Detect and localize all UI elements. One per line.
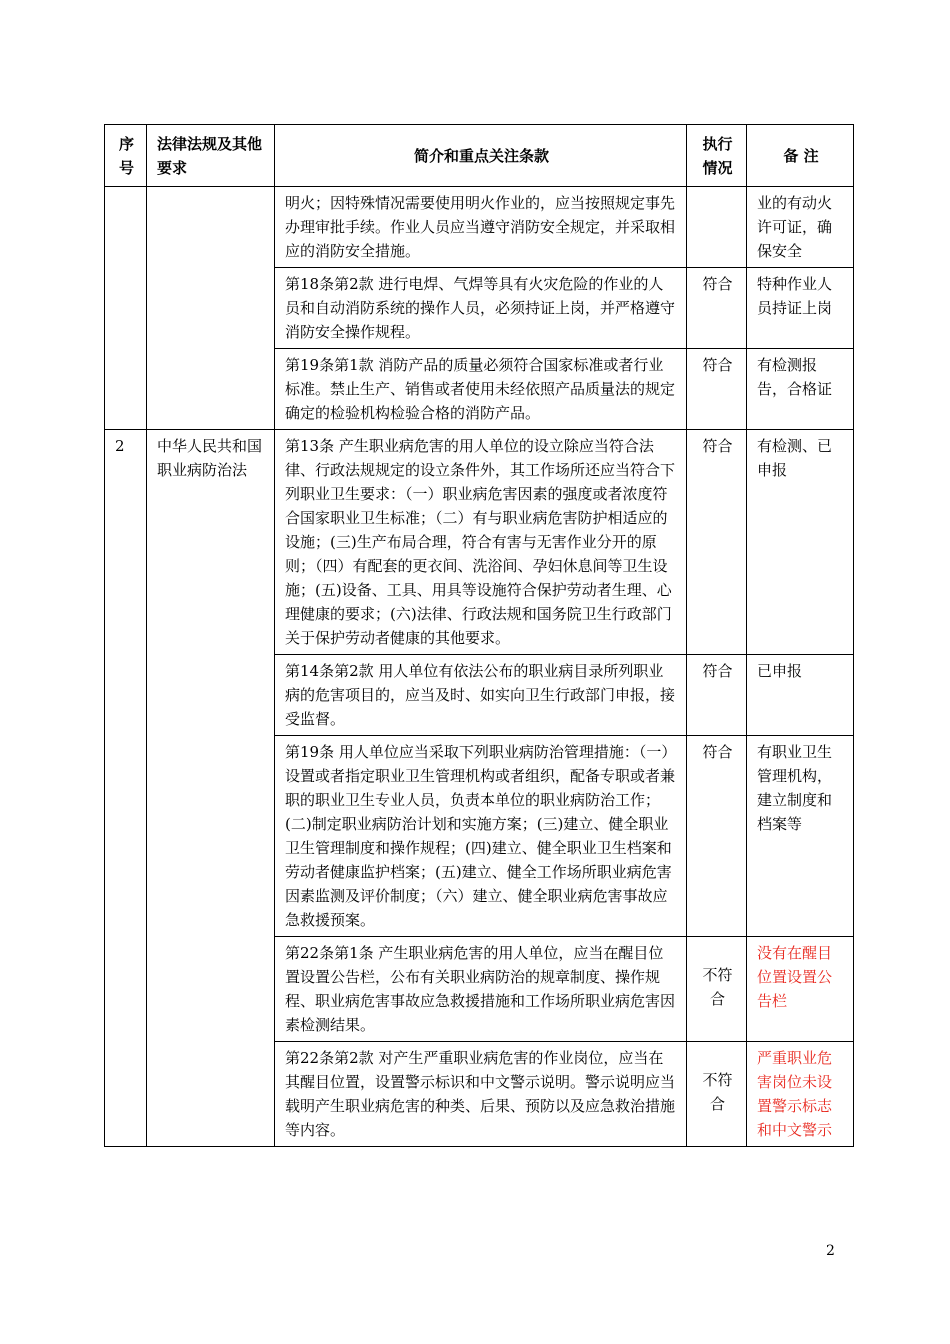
status-cell xyxy=(687,187,747,268)
note-cell: 业的有动火许可证，确保安全 xyxy=(747,187,854,268)
status-cell: 不符合 xyxy=(687,937,747,1042)
table-row xyxy=(105,187,854,268)
status-cell: 符合 xyxy=(687,268,747,349)
note-cell: 有职业卫生管理机构，建立制度和档案等 xyxy=(747,736,854,937)
status-cell: 符合 xyxy=(687,349,747,430)
clause-cell: 第19条第1款 消防产品的质量必须符合国家标准或者行业标准。禁止生产、销售或者使用未经依照产品质量法的规定确定的检验机构检验合格的消防产品。 xyxy=(275,349,687,430)
row-law-cell: 中华人民共和国职业病防治法 xyxy=(147,430,275,1147)
status-cell: 符合 xyxy=(687,430,747,655)
status-cell: 不符合 xyxy=(687,1042,747,1147)
row-no-cell xyxy=(105,187,147,430)
table-header-row xyxy=(105,125,854,187)
header-note: 备 注 xyxy=(747,125,854,187)
note-cell: 有检测、已申报 xyxy=(747,430,854,655)
row-law-cell xyxy=(147,187,275,430)
clause-cell: 第22条第2款 对产生严重职业病危害的作业岗位，应当在其醒目位置，设置警示标识和中文警示说明。警示说明应当载明产生职业病危害的种类、后果、预防以及应急救治措施等内容。 xyxy=(275,1042,687,1147)
header-status: 执行情况 xyxy=(687,125,747,187)
header-law: 法律法规及其他要求 xyxy=(147,125,275,187)
clause-cell: 第13条 产生职业病危害的用人单位的设立除应当符合法律、行政法规规定的设立条件外，其工作场所还应当符合下列职业卫生要求：（一）职业病危害因素的强度或者浓度符合国家职业卫生标准；（二）有与职业病危害防护相适应的设施；(三)生产布局合理，符合有害与无害作业分开的原则；（四）有配套的更衣间、洗浴间、孕妇休息间等卫生设施；(五)设备、工具、用具等设施符合保护劳动者生理、心理健康的要求；(六)法律、行政法规和国务院卫生行政部门关于保护劳动者健康的其他要求。 xyxy=(275,430,687,655)
table-row xyxy=(105,430,854,655)
status-cell: 符合 xyxy=(687,655,747,736)
clause-cell: 明火；因特殊情况需要使用明火作业的，应当按照规定事先办理审批手续。作业人员应当遵守消防安全规定，并采取相应的消防安全措施。 xyxy=(275,187,687,268)
clause-cell: 第22条第1条 产生职业病危害的用人单位，应当在醒目位置设置公告栏，公布有关职业病防治的规章制度、操作规程、职业病危害事故应急救援措施和工作场所职业病危害因素检测结果。 xyxy=(275,937,687,1042)
clause-cell: 第14条第2款 用人单位有依法公布的职业病目录所列职业病的危害项目的，应当及时、如实向卫生行政部门申报，接受监督。 xyxy=(275,655,687,736)
note-cell-noncompliant: 没有在醒目位置设置公告栏 xyxy=(747,937,854,1042)
header-clause: 简介和重点关注条款 xyxy=(275,125,687,187)
clause-cell: 第19条 用人单位应当采取下列职业病防治管理措施：（一）设置或者指定职业卫生管理机构或者组织，配备专职或者兼职的职业卫生专业人员，负责本单位的职业病防治工作；(二)制定职业病防治计划和实施方案；(三)建立、健全职业卫生管理制度和操作规程；(四)建立、健全职业卫生档案和劳动者健康监护档案；(五)建立、健全工作场所职业病危害因素监测及评价制度；（六）建立、健全职业病危害事故应急救援预案。 xyxy=(275,736,687,937)
note-cell-noncompliant: 严重职业危害岗位未设置警示标志和中文警示 xyxy=(747,1042,854,1147)
page-number: 2 xyxy=(826,1243,835,1259)
note-cell: 有检测报告，合格证 xyxy=(747,349,854,430)
regulation-table xyxy=(104,124,854,1147)
note-cell: 已申报 xyxy=(747,655,854,736)
status-cell: 符合 xyxy=(687,736,747,937)
clause-cell: 第18条第2款 进行电焊、气焊等具有火灾危险的作业的人员和自动消防系统的操作人员，必须持证上岗，并严格遵守消防安全操作规程。 xyxy=(275,268,687,349)
row-no-cell: 2 xyxy=(105,430,147,1147)
note-cell: 特种作业人员持证上岗 xyxy=(747,268,854,349)
header-no: 序号 xyxy=(105,125,147,187)
